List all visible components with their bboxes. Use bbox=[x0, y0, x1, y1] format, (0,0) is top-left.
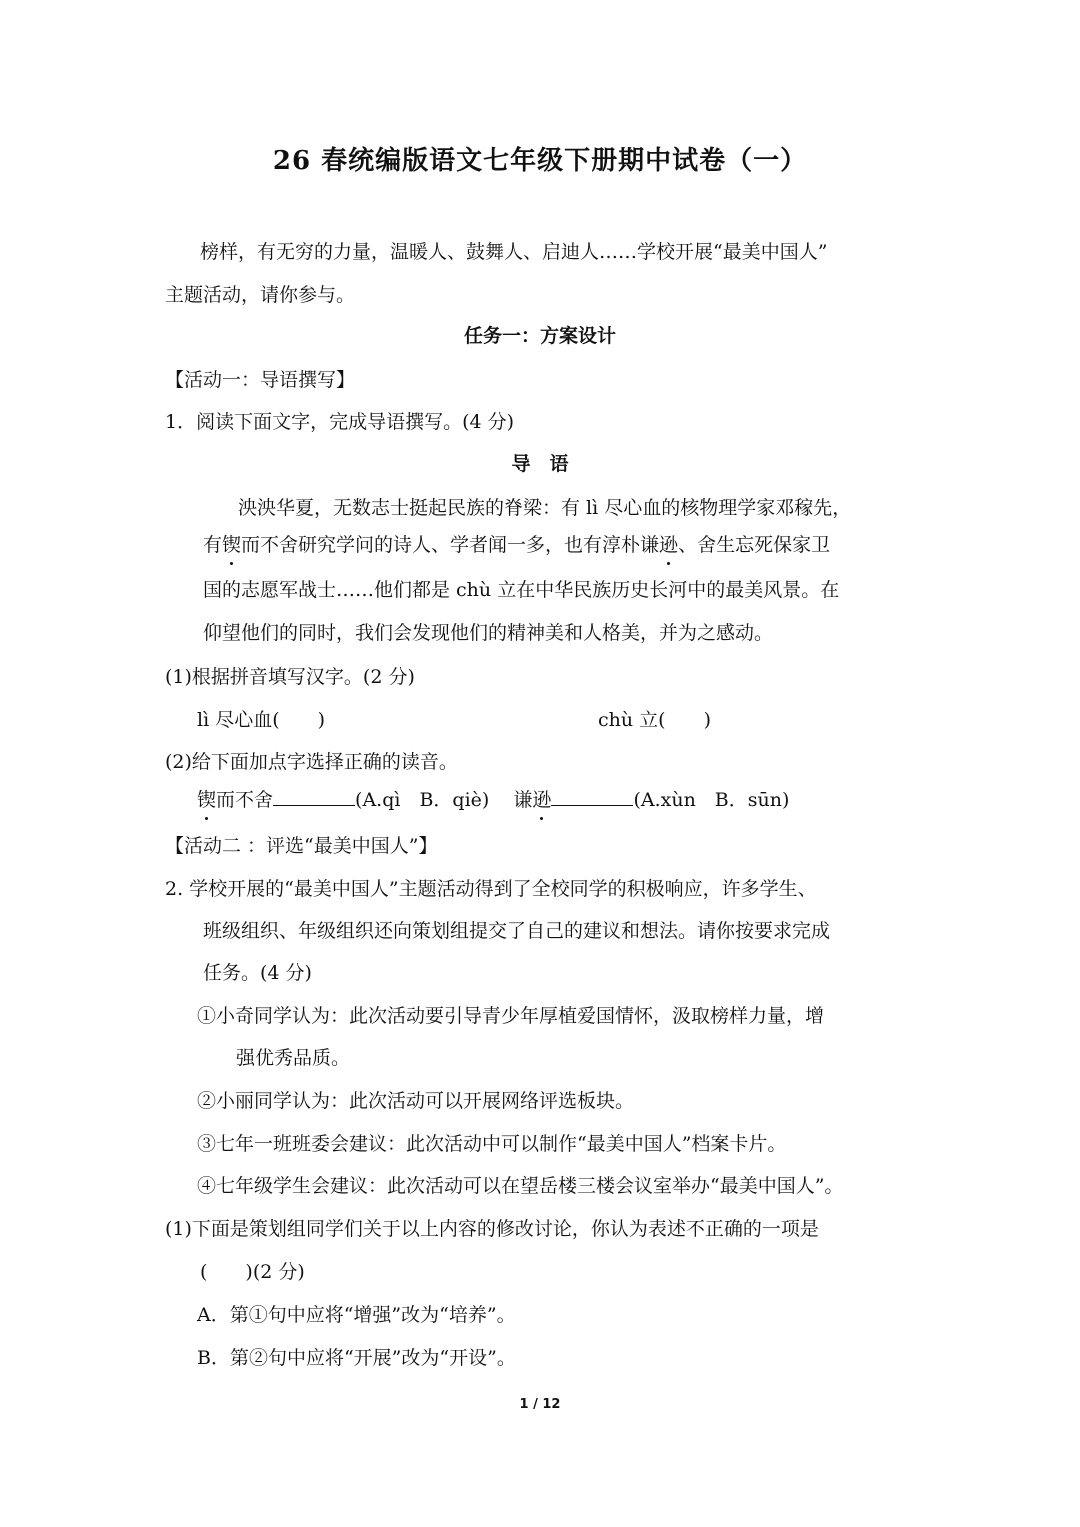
option-b[interactable]: B．第②句中应将“开展”改为“开设”。 bbox=[197, 1347, 516, 1369]
emphasis-dot-char: 锲 bbox=[222, 531, 241, 559]
passage-line-4: 仰望他们的同时，我们会发现他们的精神美和人格美，并为之感动。 bbox=[203, 622, 774, 644]
passage-line-2: 有锲而不舍研究学问的诗人、学者闻一多，也有淳朴谦逊、舍生忘死保家卫 bbox=[203, 531, 830, 559]
answer-blank[interactable] bbox=[551, 785, 633, 806]
suggestion-2: ②小丽同学认为：此次活动可以开展网络评选板块。 bbox=[197, 1090, 635, 1112]
passage-line-3: 国的志愿军战士……他们都是 chù 立在中华民族历史长河中的最美风景。在 bbox=[203, 579, 840, 601]
option-a[interactable]: A．第①句中应将“增强”改为“培养”。 bbox=[197, 1304, 516, 1326]
sub-question-2-1-line-2: ( )(2 分) bbox=[200, 1261, 305, 1283]
passage-line-1: 泱泱华夏，无数志士挺起民族的脊梁：有 lì 尽心血的核物理学家邓稼先， bbox=[238, 497, 852, 519]
question-1: 1．阅读下面文字，完成导语撰写。(4 分) bbox=[165, 411, 515, 433]
sub-question-1: (1)根据拼音填写汉字。(2 分) bbox=[165, 666, 415, 688]
emphasis-dot-char: 逊 bbox=[659, 531, 678, 559]
suggestion-3: ③七年一班班委会建议：此次活动中可以制作“最美中国人”档案卡片。 bbox=[197, 1133, 787, 1155]
emphasis-dot-char: 逊 bbox=[532, 786, 551, 814]
page-title: 26 春统编版语文七年级下册期中试卷（一） bbox=[272, 146, 808, 176]
suggestion-4: ④七年级学生会建议：此次活动可以在望岳楼三楼会议室举办“最美中国人”。 bbox=[197, 1175, 844, 1197]
suggestion-1-line-1: ①小奇同学认为：此次活动要引导青少年厚植爱国情怀，汲取榜样力量，增 bbox=[197, 1005, 825, 1027]
activity1-heading: 【活动一：导语撰写】 bbox=[165, 369, 356, 391]
question-2-line-1: 2. 学校开展的“最美中国人”主题活动得到了全校同学的积极响应，许多学生、 bbox=[165, 878, 817, 900]
suggestion-1-line-2: 强优秀品质。 bbox=[236, 1047, 351, 1069]
intro-line-2: 主题活动，请你参与。 bbox=[165, 284, 356, 306]
question-2-line-2: 班级组织、年级组织还向策划组提交了自己的建议和想法。请你按要求完成 bbox=[203, 920, 831, 942]
sub-question-2: (2)给下面加点字选择正确的读音。 bbox=[165, 751, 458, 773]
emphasis-dot-char: 锲 bbox=[197, 786, 216, 814]
reading-choice-row: 锲而不舍 (A.qì B．qiè) 谦逊 (A.xùn B．sūn) bbox=[197, 785, 789, 814]
pinyin-item-chu: chù 立( ) bbox=[598, 709, 711, 731]
passage-title: 导 语 bbox=[511, 453, 569, 475]
answer-blank[interactable] bbox=[273, 785, 355, 806]
intro-line-1: 榜样，有无穷的力量，温暖人、鼓舞人、启迪人……学校开展“最美中国人” bbox=[200, 241, 828, 263]
task1-heading: 任务一：方案设计 bbox=[463, 325, 616, 347]
pinyin-item-li: lì 尽心血( ) bbox=[197, 709, 326, 731]
question-2-line-3: 任务。(4 分) bbox=[203, 962, 312, 984]
activity2-heading: 【活动二 ：评选“最美中国人”】 bbox=[165, 835, 438, 857]
sub-question-2-1-line-1: (1)下面是策划组同学们关于以上内容的修改讨论，你认为表述不正确的一项是 bbox=[165, 1218, 819, 1240]
page-number: 1 / 12 bbox=[519, 1397, 561, 1412]
